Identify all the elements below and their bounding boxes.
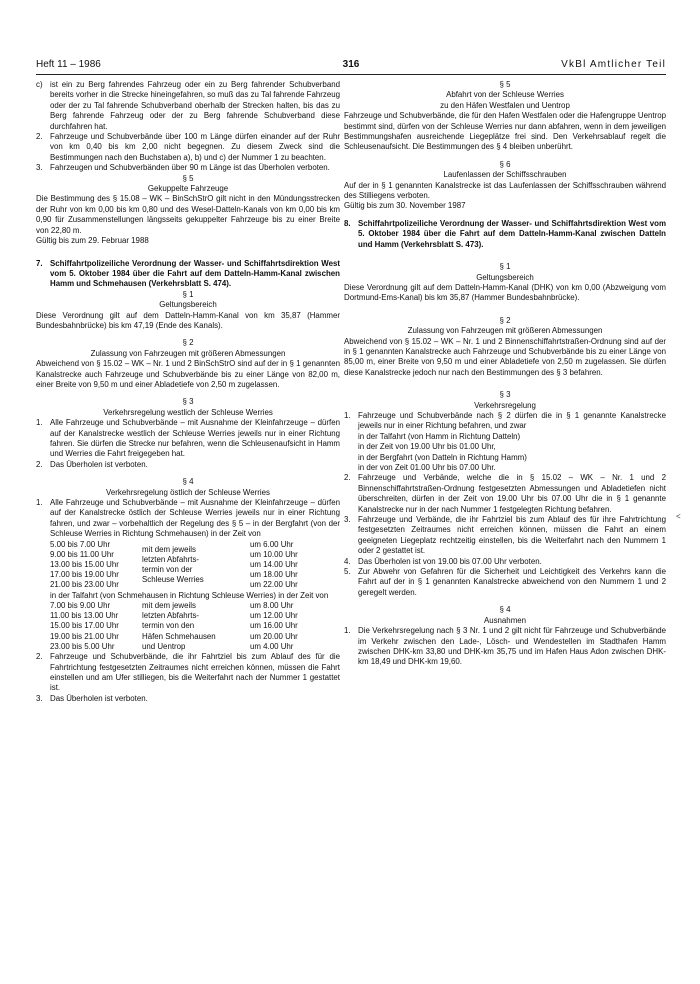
departure-time: um 10.00 Uhr: [250, 549, 298, 559]
list-item: 1. Fahrzeuge und Schubverbände nach § 2 dürfen die in § 1 genannte Kanalstrecke jeweils nur in einer Richtung befahren, und zwar: [344, 410, 666, 431]
section-number: § 6: [499, 159, 511, 169]
list-item: 1. Die Verkehrsregelung nach § 3 Nr. 1 und 2 gilt nicht für Fahrzeuge und Schubverbände im Verkehr zwischen den Lade-, Lösch- und Wendestellen im Stadthafen Hamm zwischen DHK-km 33,80 und DHK-km 35,75 und im Hafen Haus Adon zwischen DHK-km 18,49 und DHK-km 19,60.: [344, 626, 666, 667]
paragraph: Fahrzeuge und Schubverbände, die für den Hafen Westfalen oder die Hafengruppe Uentrop bestimmt sind, dürfen von der Schleuse Werries nur dann abfahren, wenn in dem jeweiligen Bestimmungshafen ausreichende Liegeplätze frei sind. Den Verkehrsablauf regelt die Schleusenaufsicht. Die Bestimmungen des § 4 bleiben unberührt.: [344, 111, 666, 152]
section-number: § 4: [182, 477, 194, 487]
time-range: 7.00 bis 9.00 Uhr: [50, 601, 111, 611]
departure-time: um 12.00 Uhr: [250, 611, 298, 621]
section-title: Zulassung von Fahrzeugen mit größeren Abmessungen: [90, 348, 286, 358]
paragraph: Die Bestimmung des § 15.08 – WK – BinSchStrO gilt nicht in den Mündungsstrecken der Ruhr von km 0,00 bis km 0,80 und des Wesel-Datteln-Kanals von km 0,00 bis km 0,90 für Zusammenstellungen längsseits gekuppelter Fahrzeuge bis zu einer Breite von 22,80 m.: [36, 194, 340, 235]
list-item: 1. Alle Fahrzeuge und Schubverbände – mit Ausnahme der Kleinfahrzeuge – dürfen auf der Kanalstrecke westlich der Schleuse Werries jeweils nur in einer Richtung fahren. Sie dürfen die Strecke nur befahren, wenn die Schleusenaufsicht in Hamm und Werries die Fahrt freigegeben hat.: [36, 418, 340, 459]
section-title: Verkehrsregelung: [474, 400, 536, 410]
departure-time: um 8.00 Uhr: [250, 601, 294, 611]
schedule-note: mit dem jeweils: [142, 544, 196, 554]
section-title: Geltungsbereich: [159, 300, 217, 310]
time-range: 11.00 bis 13.00 Uhr: [50, 611, 119, 621]
departure-time: um 16.00 Uhr: [250, 621, 298, 631]
section-title: Geltungsbereich: [476, 272, 534, 282]
ordinance-title: 7. Schiffahrtpolizeiliche Verordnung der Wasser- und Schiffahrtsdirektion West vom 5. Oktober 1984 über die Fahrt auf dem Datteln-Hamm-Kanal zwischen Hamm und Schmehausen (Verkehrsblatt S. 474).: [36, 258, 340, 289]
left-column: [36, 80, 340, 704]
departure-time: um 18.00 Uhr: [250, 570, 298, 580]
list-item: 3. Fahrzeuge und Verbände, die ihr Fahrtziel bis zum Ablauf des für ihre Fahrtrichtung festgesetzten Zeitraumes nicht erreichen können, müssen die Fahrt an einem geeigneten Liegeplatz rechtzeitig einstellen, bis die Weiterfahrt nach den Nummern 1 oder 2 gestattet ist.: [344, 515, 666, 556]
departure-time: um 22.00 Uhr: [250, 580, 298, 590]
section-title: Verkehrsregelung westlich der Schleuse Werries: [103, 407, 273, 417]
section-title: Gekuppelte Fahrzeuge: [147, 184, 229, 194]
section-title: zu den Häfen Westfalen und Uentrop: [440, 100, 570, 110]
time-range: 23.00 bis 5.00 Uhr: [50, 641, 115, 651]
list-item: 5. Zur Abwehr von Gefahren für die Sicherheit und Leichtigkeit des Verkehrs kann die Fahrt auf der in § 1 genannten Kanalstrecke abweichend von den Nummern 1 und 2 geregelt werden.: [344, 567, 666, 597]
list-item: 3. Fahrzeugen und Schubverbänden über 90 m Länge ist das Überholen verboten.: [36, 163, 330, 173]
list-item: 4. Das Überholen ist von 19.00 bis 07.00 Uhr verboten.: [344, 556, 542, 566]
paragraph: Abweichend von § 15.02 – WK – Nr. 1 und 2 BinSchStrO sind auf der in § 1 genannten Kanalstrecke auch Fahrzeuge und Schubverbände bis zu einer Länge von 82,00 m, einer Breite von 9,50 m und einer Abladetiefe von 2,50 m zugelassen.: [36, 359, 340, 389]
section-title: Verkehrsregelung östlich der Schleuse Werries: [106, 487, 270, 497]
section-number: § 2: [182, 338, 194, 348]
page-header: [36, 58, 666, 72]
list-item: 3. Das Überholen ist verboten.: [36, 693, 148, 703]
section-title: Laufenlassen der Schiffsschrauben: [443, 170, 567, 180]
section-number: § 4: [499, 605, 511, 615]
schedule-note: mit dem jeweils: [142, 601, 196, 611]
right-column: [344, 80, 666, 668]
section-number: § 1: [499, 262, 511, 272]
paragraph: in der Talfahrt (von Schmehausen in Richtung Schleuse Werries) in der Zeit von: [50, 590, 329, 600]
issue-label: Heft 11 – 1986: [36, 59, 101, 70]
time-range: 17.00 bis 19.00 Uhr: [50, 570, 119, 580]
schedule-note: Häfen Schmehausen: [142, 631, 216, 641]
schedule-note: letzten Abfahrts-: [142, 554, 200, 564]
section-number: § 2: [499, 315, 511, 325]
time-range: 5.00 bis 7.00 Uhr: [50, 539, 111, 549]
time-range: 13.00 bis 15.00 Uhr: [50, 560, 119, 570]
schedule-talfahrt: [50, 601, 340, 652]
schedule-note: und Uentrop: [142, 641, 186, 651]
time-range: 19.00 bis 21.00 Uhr: [50, 631, 119, 641]
schedule-note: termin von den: [142, 621, 195, 631]
header-rule: [36, 74, 666, 75]
section-number: § 5: [499, 80, 511, 89]
direction-line: in der von Zeit 01.00 Uhr bis 07.00 Uhr.: [358, 463, 496, 472]
departure-time: um 4.00 Uhr: [250, 641, 294, 651]
direction-line: in der Talfahrt (von Hamm in Richtung Datteln): [358, 431, 521, 441]
paragraph: Auf der in § 1 genannten Kanalstrecke ist das Laufenlassen der Schiffsschrauben während des Stilliegens verboten.: [344, 180, 666, 201]
section-title: Ausnahmen: [483, 615, 527, 625]
schedule-note: termin von der: [142, 565, 193, 575]
section-number: § 3: [182, 397, 194, 407]
schedule-note: letzten Abfahrts-: [142, 611, 200, 621]
validity-note: Gültig bis zum 29. Februar 1988: [36, 236, 149, 246]
paragraph: Diese Verordnung gilt auf dem Datteln-Hamm-Kanal von km 35,87 (Hammer Bundesbahnbrücke) bis km 47,19 (Ende des Kanals).: [36, 310, 340, 330]
departure-time: um 14.00 Uhr: [250, 560, 298, 570]
list-item: 2. Fahrzeuge und Schubverbände über 100 m Länge dürfen einander auf der Ruhr von km 0,40 bis km 2,00 nicht begegnen. Zu diesem Zweck sind die Bestimmungen nach den Buchstaben a), b) und c) der Nummer 1 zu beachten.: [36, 132, 340, 162]
margin-mark: <: [676, 512, 681, 521]
publication-title: VkBl Amtlicher Teil: [561, 59, 666, 70]
time-range: 21.00 bis 23.00 Uhr: [50, 580, 119, 590]
section-title: Abfahrt von der Schleuse Werries: [446, 90, 564, 100]
direction-line: in der Bergfahrt (von Datteln in Richtung Hamm): [358, 452, 527, 462]
section-number: § 3: [499, 390, 511, 400]
direction-line: in der Zeit von 19.00 Uhr bis 01.00 Uhr,: [358, 442, 496, 452]
schedule-note: Schleuse Werries: [142, 575, 204, 585]
ordinance-title: 8. Schiffahrtpolizeiliche Verordnung der Wasser- und Schiffahrtsdirektion West vom 5. Oktober 1984 über die Fahrt auf dem Datteln-Hamm-Kanal zwischen Datteln und Hamm (Verkehrsblatt S. 473).: [344, 218, 666, 249]
list-item: 2. Fahrzeuge und Verbände, welche die in § 15.02 – WK – Nr. 1 und 2 Binnenschiffahrtstraßen-Ordnung festgesetzten Abmessungen und Abladetiefen nicht überschreiten, dürfen in der Zeit von 19.00 Uhr bis 07.00 Uhr die in § 1 genannte Kanalstrecke nur in der nach Nummer 1 festgelegten Richtung befahren.: [344, 473, 666, 514]
paragraph: Abweichend von § 15.02 – WK – Nr. 1 und 2 Binnenschiffahrtstraßen-Ordnung sind auf der in § 1 genannten Kanalstrecke auch Fahrzeuge und Schubverbände bis zu einer Länge von 85,00 m, einer Breite von 9,50 m und einer Abladetiefe von 2,50 m zugelassen. Sie dürfen diese Kanalstrecke jedoch nur nach den Bestimmungen des § 3 befahren.: [344, 336, 666, 377]
list-item: 2. Fahrzeuge und Schubverbände, die ihr Fahrtziel bis zum Ablauf des für die Fahrtrichtung festgesetzten Zeitraumes nicht erreichen können, müssen die Fahrt einstellen und am Ufer stilliegen, bis die Weiterfahrt nach der Nummer 1 gestattet ist.: [36, 652, 340, 693]
departure-time: um 20.00 Uhr: [250, 631, 298, 641]
departure-time: um 6.00 Uhr: [250, 539, 294, 549]
list-item: c) ist ein zu Berg fahrendes Fahrzeug oder ein zu Berg fahrender Schubverband bereits vorher in die Strecke hineingefahren, so muß das zu Tal fahrende Fahrzeug oder der zu Tal fahrende Schubverband oberhalb der Strecken halten, bis das zu Berg fahrende Fahrzeug oder der zu Berg fahrende Schubverband diese durchfahren hat.: [36, 80, 340, 131]
list-item: 1. Alle Fahrzeuge und Schubverbände – mit Ausnahme der Kleinfahrzeuge – dürfen auf der Kanalstrecke östlich der Schleuse Werries jeweils nur in einer Richtung fahren, und zwar – vorbehaltlich der Regelung des § 5 – in der Bergfahrt (von der Schleuse Werries in Richtung Schmehausen) in der Zeit von: [36, 498, 340, 539]
page-number: 316: [342, 59, 360, 70]
validity-note: Gültig bis zum 30. November 1987: [344, 201, 466, 211]
schedule-bergfahrt: [50, 540, 340, 591]
section-number: § 1: [182, 289, 194, 299]
paragraph: Diese Verordnung gilt auf dem Datteln-Hamm-Kanal (DHK) von km 0,00 (Abzweigung vom Dortmund-Ems-Kanal) bis km 35,87 (Hammer Bundesbahnbrücke).: [344, 282, 666, 303]
section-title: Zulassung von Fahrzeugen mit größeren Abmessungen: [407, 326, 603, 336]
time-range: 9.00 bis 11.00 Uhr: [50, 549, 114, 559]
section-number: § 5: [182, 173, 194, 183]
time-range: 15.00 bis 17.00 Uhr: [50, 621, 119, 631]
list-item: 2. Das Überholen ist verboten.: [36, 459, 148, 469]
